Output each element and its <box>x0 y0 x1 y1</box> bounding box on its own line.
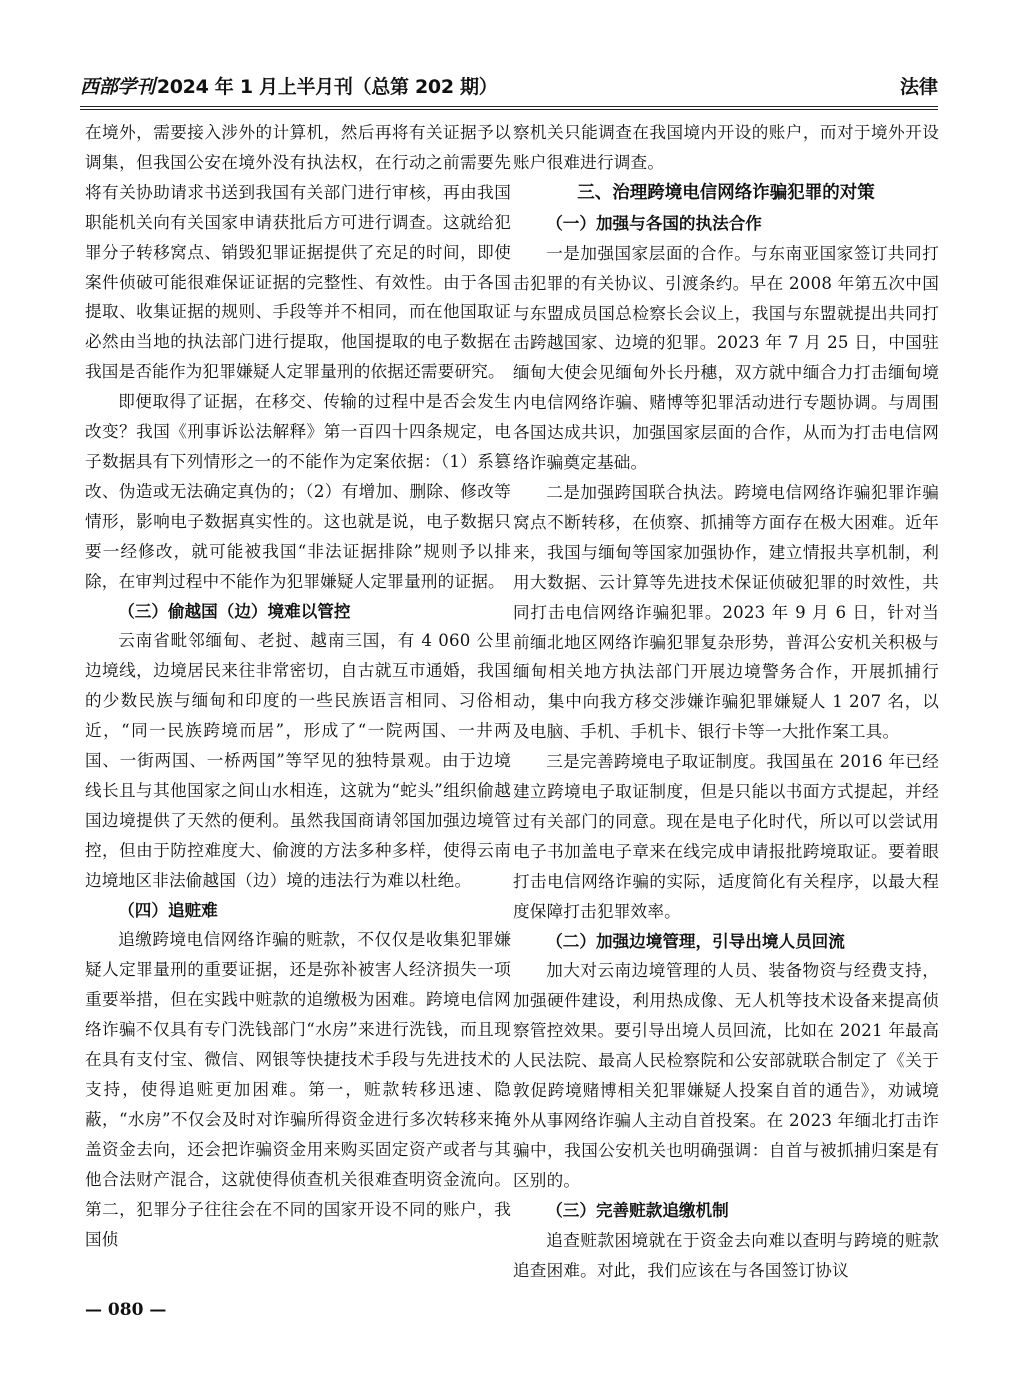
paragraph: 察机关只能调查在我国境内开设的账户，而对于境外开设账户很难进行调查。 <box>513 123 939 172</box>
paragraph: 一是加强国家层面的合作。与东南亚国家签订共同打击犯罪的有关协议、引渡条约。早在 2008 年第五次中国与东盟成员国总检察长会议上，我国与东盟就提出共同打击跨越国家、边境的犯罪。2023 年 7 月 25 日，中国驻缅甸大使会见缅甸外长丹穗，双方就中缅合力打击缅甸境内电信网络诈骗、赌博等犯罪活动进行专题协调。与周围各国达成共识，加强国家层面的合作，从而为打击电信网络诈骗奠定基础。 <box>513 243 939 473</box>
journal-logo: 西部学刊 <box>80 76 155 98</box>
section-label: 法律 <box>899 76 938 98</box>
subsection-heading: （四）追赃难 <box>118 900 218 920</box>
right-column <box>513 118 939 1285</box>
page-number: — 080 — <box>85 1300 167 1320</box>
subsection-heading: （三）偷越国（边）境难以管控 <box>118 601 351 621</box>
page-header <box>80 66 938 106</box>
paragraph: 加大对云南边境管理的人员、装备物资与经费支持，加强硬件建设，利用热成像、无人机等技术设备来提高侦察管控效果。要引导出境人员回流，比如在 2021 年最高人民法院、最高人民检察院和公安部就联合制定了《关于敦促跨境赌博相关犯罪嫌疑人投案自首的通告》，劝诫境外从事网络诈骗人主动自首投案。在 2023 年缅北打击诈骗中，我国公安机关也明确强调：自首与被抓捕归案是有区别的。 <box>513 961 939 1190</box>
paragraph: 追缴跨境电信网络诈骗的赃款，不仅仅是收集犯罪嫌疑人定罪量刑的重要证据，还是弥补被害人经济损失一项重要举措，但在实践中赃款的追缴极为困难。跨境电信网络诈骗不仅具有专门洗钱部门“水房”来进行洗钱，而且现在具有支付宝、微信、网银等快捷技术手段与先进技术的支持，使得追赃更加困难。第一，赃款转移迅速、隐蔽，“水房”不仅会及时对诈骗所得资金进行多次转移来掩盖资金去向，还会把诈骗资金用来购买固定资产或者与其他合法财产混合，这就使得侦查机关很难查明资金流向。第二，犯罪分子往往会在不同的国家开设不同的账户，我国侦 <box>85 930 511 1249</box>
header-rule <box>80 106 938 110</box>
section-heading: 三、治理跨境电信网络诈骗犯罪的对策 <box>577 182 875 203</box>
paragraph: 在境外，需要接入涉外的计算机，然后再将有关证据予以调集，但我国公安在境外没有执法权，在行动之前需要先将有关协助请求书送到我国有关部门进行审核，再由我国职能机关向有关国家申请获批后方可进行调查。这就给犯罪分子转移窝点、销毁犯罪证据提供了充足的时间，即使案件侦破可能很难保证证据的完整性、有效性。由于各国提取、收集证据的规则、手段等并不相同，而在他国取证必然由当地的执法部门进行提取，他国提取的电子数据在我国是否能作为犯罪嫌疑人定罪量刑的依据还需要研究。 <box>85 123 511 382</box>
subsection-heading: （三）完善赃款追缴机制 <box>546 1200 729 1220</box>
subsection-heading: （一）加强与各国的执法合作 <box>546 213 762 233</box>
left-column <box>85 118 511 1254</box>
subsection-heading: （二）加强边境管理，引导出境人员回流 <box>546 931 845 951</box>
paragraph: 即便取得了证据，在移交、传输的过程中是否会发生改变？我国《刑事诉讼法解释》第一百四十四条规定，电子数据具有下列情形之一的不能作为定案依据：（1）系篡改、伪造或无法确定真伪的；（2）有增加、删除、修改等情形，影响电子数据真实性的。这也就是说，电子数据只要一经修改，就可能被我国“非法证据排除”规则予以排除，在审判过程中不能作为犯罪嫌疑人定罪量刑的证据。 <box>85 392 511 591</box>
paragraph: 追查赃款困境就在于资金去向难以查明与跨境的赃款追查困难。对此，我们应该在与各国签订协议 <box>513 1230 939 1280</box>
paragraph: 二是加强跨国联合执法。跨境电信网络诈骗犯罪诈骗窝点不断转移，在侦察、抓捕等方面存在极大困难。近年来，我国与缅甸等国家加强协作，建立情报共享机制，利用大数据、云计算等先进技术保证侦破犯罪的时效性，共同打击电信网络诈骗犯罪。2023 年 9 月 6 日，针对当前缅北地区网络诈骗犯罪复杂形势，普洱公安机关积极与缅甸相关地方执法部门开展边境警务合作，开展抓捕行动，集中向我方移交涉嫌诈骗犯罪嫌疑人 1 207 名，以及电脑、手机、手机卡、银行卡等一大批作案工具。 <box>513 482 939 742</box>
paragraph: 三是完善跨境电子取证制度。我国虽在 2016 年已经建立跨境电子取证制度，但是只能以书面方式提起，并经过有关部门的同意。现在是电子化时代，所以可以尝试用电子书加盖电子章来在线完成申请报批跨境取证。要着眼打击电信网络诈骗的实际，适度简化有关程序，以最大程度保障打击犯罪效率。 <box>513 752 939 921</box>
issue-info: 2024 年 1 月上半月刊（总第 202 期） <box>156 76 498 98</box>
paragraph: 云南省毗邻缅甸、老挝、越南三国，有 4 060 公里边境线，边境居民来往非常密切，自古就互市通婚，我国的少数民族与缅甸和印度的一些民族语言相同、习俗相近，“同一民族跨境而居”，形成了“一院两国、一井两国、一街两国、一桥两国”等罕见的独特景观。由于边境线长且与其他国家之间山水相连，这就为“蛇头”组织偷越国边境提供了天然的便利。虽然我国商请邻国加强边境管控，但由于防控难度大、偷渡的方法多种多样，使得云南边境地区非法偷越国（边）境的违法行为难以杜绝。 <box>85 631 511 890</box>
journal-title <box>80 72 497 99</box>
